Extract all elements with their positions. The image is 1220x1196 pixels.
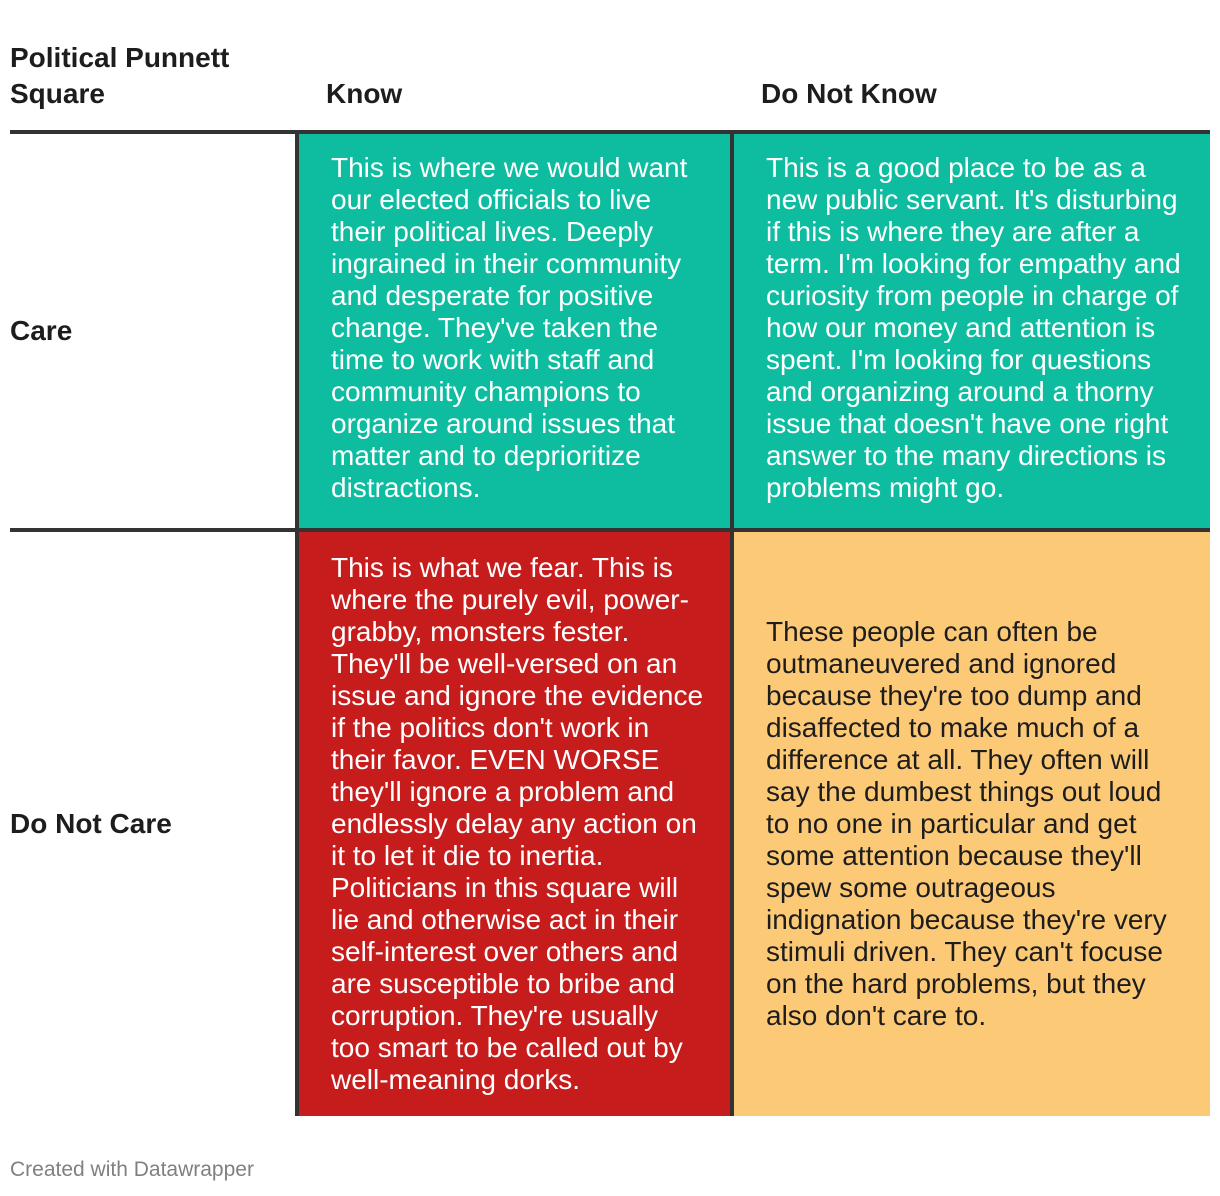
cell-do-not-care-know — [295, 532, 730, 1116]
row-label-do-not-care: Do Not Care — [10, 808, 172, 839]
datawrapper-credit: Created with Datawrapper — [10, 1158, 254, 1181]
cell-text: This is what we fear. This is where the purely evil, power-grabby, monsters fester. They'll be well-versed on an issue and ignore the evidence if the politics don't work in their favor. EVEN WORSE they'll ignore a problem and endlessly delay any action on it to let it die to inertia. Politicians in this square will lie and otherwise act in their self-interest over others and are susceptible to bribe and corruption. They're usually too smart to be called out by well-meaning dorks. — [331, 552, 704, 1095]
table-header-row — [10, 40, 1210, 134]
punnett-table — [10, 40, 1210, 1116]
table-row-do-not-care — [10, 532, 1210, 1116]
cell-text: These people can often be outmaneuvered and ignored because they're too dump and disaffected to make much of a difference at all. They often will say the dumbest things out loud to no one in particular and get some attention because they'll spew some outrageous indignation because they're very stimuli driven. They can't focuse on the hard problems, but they also don't care to. — [766, 616, 1167, 1031]
table-row-care — [10, 134, 1210, 532]
column-header-know: Know — [326, 78, 403, 109]
row-label-care: Care — [10, 315, 73, 346]
cell-text: This is where we would want our elected officials to live their political lives. Deeply ingrained in their community and desperate for positive change. They've taken the time to work with staff and community champions to organize around issues that matter and to deprioritize distractions. — [331, 152, 688, 503]
cell-care-do-not-know — [730, 134, 1210, 528]
cell-text: This is a good place to be as a new public servant. It's disturbing if this is where they are after a term. I'm looking for empathy and curiosity from people in charge of how our money and attention is spent. I'm looking for questions and organizing around a thorny issue that doesn't have one right answer to the many directions is problems might go. — [766, 152, 1181, 503]
column-header-do-not-know: Do Not Know — [761, 78, 937, 109]
cell-care-know — [295, 134, 730, 528]
cell-do-not-care-do-not-know — [730, 532, 1210, 1116]
table-title: Political Punnett Square — [10, 42, 230, 109]
